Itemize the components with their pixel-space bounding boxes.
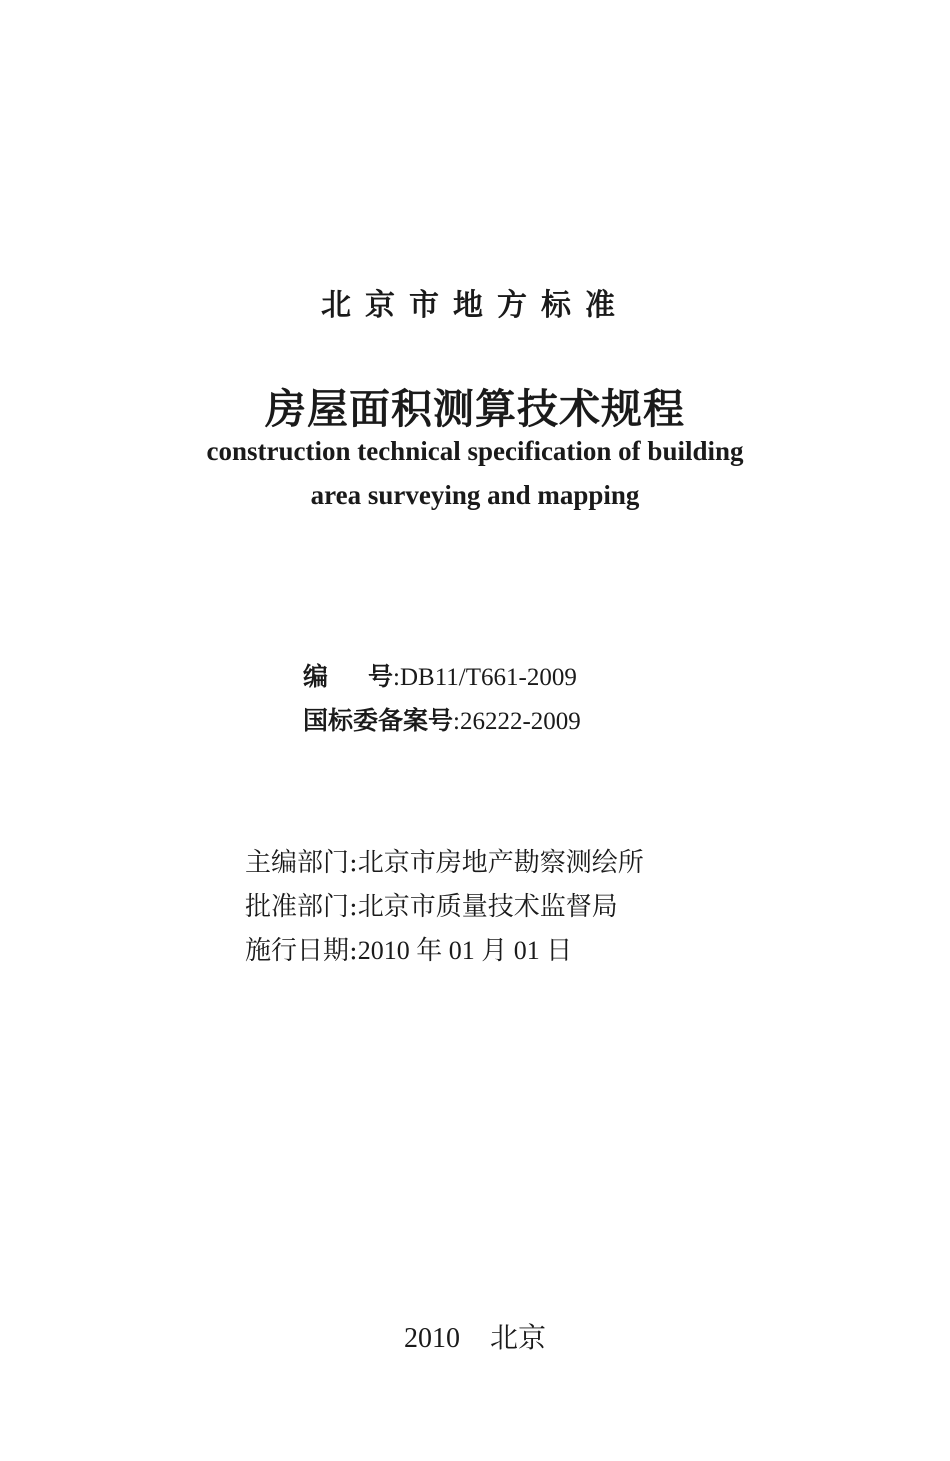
registration-number — [303, 701, 581, 737]
standard-series: 北京市地方标准 — [321, 288, 629, 323]
registration-number-value: 26222-2009 — [459, 708, 581, 735]
editor-department-label: 主编部门 — [245, 848, 350, 878]
document-title-english-line-2: area surveying and mapping — [310, 480, 640, 510]
publication-place: 北京 — [489, 1321, 546, 1354]
registration-number-separator: : — [453, 708, 460, 735]
approval-department — [245, 886, 618, 923]
standard-code-label-b: 号 — [368, 662, 394, 691]
approval-department-label: 批准部门 — [245, 892, 350, 922]
registration-number-label: 国标委备案号 — [303, 706, 454, 735]
editor-department-separator: : — [349, 848, 358, 878]
standard-code-separator: : — [393, 664, 400, 691]
effective-date-value: 2010 年 01 月 01 日 — [357, 936, 573, 965]
standard-code-label-a: 编 — [303, 662, 329, 691]
publication-year: 2010 — [403, 1323, 460, 1354]
approval-department-value: 北京市质量技术监督局 — [357, 892, 618, 922]
publication-footer — [0, 1316, 950, 1356]
document-title-english-line-1: construction technical specification of building — [206, 436, 744, 466]
editor-department — [245, 842, 644, 879]
effective-date-label: 施行日期 — [245, 936, 350, 966]
standard-code-value: DB11/T661-2009 — [399, 664, 577, 691]
effective-date — [245, 930, 572, 967]
standard-code — [303, 657, 577, 693]
document-title-chinese: 房屋面积测算技术规程 — [265, 385, 685, 433]
approval-department-separator: : — [349, 892, 358, 922]
effective-date-separator: : — [349, 936, 358, 966]
editor-department-value: 北京市房地产勘察测绘所 — [357, 848, 644, 878]
